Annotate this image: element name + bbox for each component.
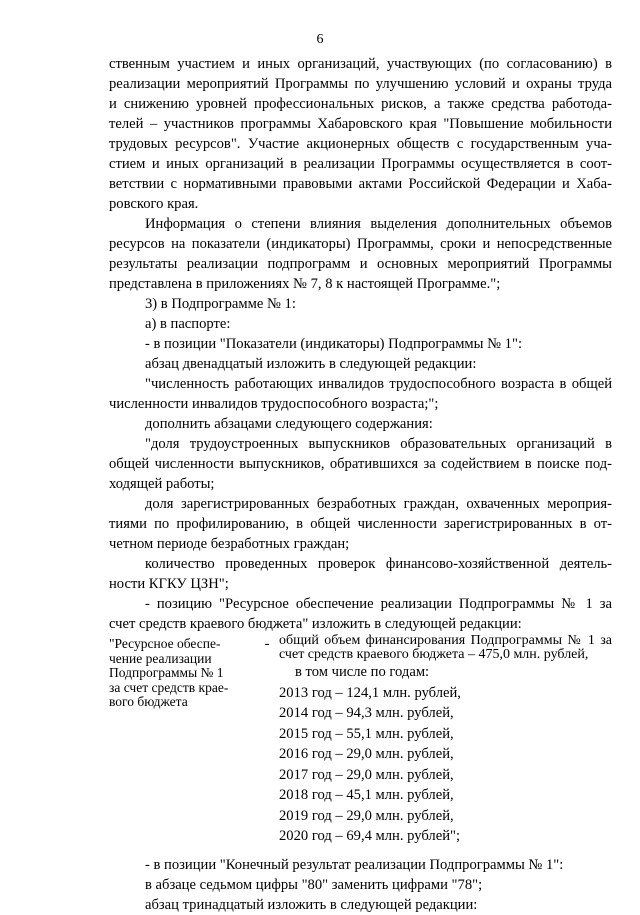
total-line: общий объем финансирования Подпрограммы № 1 за xyxy=(279,633,612,648)
paragraph-line: ственным участием и иных организаций, участвующих (по согласованию) в xyxy=(109,56,612,72)
paragraph-line: а) в паспорте: xyxy=(145,316,231,332)
paragraph-line: телей – участников программы Хабаровского края "Повышение мобильности xyxy=(109,116,612,132)
paragraph-line: абзац двенадцатый изложить в следующей редакции: xyxy=(145,356,477,372)
paragraph-line: - позицию "Ресурсное обеспечение реализации Подпрограммы № 1 за xyxy=(145,596,612,612)
paragraph-line: в абзаце седьмом цифры "80" заменить цифрами "78"; xyxy=(145,876,483,893)
paragraph-line: количество проведенных проверок финансово-хозяйственной деятель- xyxy=(145,556,612,572)
paragraph-line: ровского края. xyxy=(109,196,199,212)
label-line: чение реализации xyxy=(109,650,212,666)
paragraph-line: Информация о степени влияния выделения дополнительных объемов xyxy=(145,216,612,232)
paragraph-line: реализации мероприятий Программы по улучшению условий и охраны труда xyxy=(109,76,612,92)
paragraph-line: ветствии с нормативными правовыми актами Российской Федерации и Хаба- xyxy=(109,176,612,192)
including-line: в том числе по годам: xyxy=(295,664,430,680)
paragraph-line: абзац тринадцатый изложить в следующей редакции: xyxy=(145,896,478,913)
paragraph-line: дополнить абзацами следующего содержания: xyxy=(145,416,433,432)
paragraph-line: "доля трудоустроенных выпускников образовательных организаций в xyxy=(145,436,612,452)
paragraph-line: тиями по профилированию, в общей численности зарегистрированных в от- xyxy=(109,516,612,532)
paragraph-line: "численность работающих инвалидов трудоспособного возраста в общей xyxy=(145,376,612,392)
paragraph-line: общей численности выпускников, обратившихся за содействием в поиске под- xyxy=(109,456,612,472)
years-list xyxy=(275,662,612,847)
year-row: 2015 год – 55,1 млн. рублей, xyxy=(279,725,454,742)
year-row: 2013 год – 124,1 млн. рублей, xyxy=(279,684,461,701)
paragraph-line: ресурсов на показатели (индикаторы) Программы, сроки и непосредственные xyxy=(109,236,612,252)
paragraph-line: и снижению уровней профессиональных рисков, а также средства работода- xyxy=(109,96,612,112)
paragraph-line: 3) в Подпрограмме № 1: xyxy=(145,296,296,312)
paragraph-line: - в позиции "Показатели (индикаторы) Подпрограммы № 1": xyxy=(145,336,522,352)
document-body xyxy=(109,54,612,915)
resource-table-label xyxy=(109,634,259,847)
year-row: 2016 год – 29,0 млн. рублей, xyxy=(279,746,454,762)
label-line: вого бюджета xyxy=(109,694,188,709)
page-number: 6 xyxy=(316,32,324,47)
resource-table xyxy=(109,634,612,847)
paragraph-line: счет средств краевого бюджета" изложить в следующей редакции: xyxy=(109,616,522,632)
paragraph-line: - в позиции "Конечный результат реализации Подпрограммы № 1": xyxy=(145,856,564,873)
year-row: 2018 год – 45,1 млн. рублей, xyxy=(279,787,454,803)
paragraph-line: трудовых ресурсов". Участие акционерных обществ с государственным уча- xyxy=(109,136,612,152)
label-line: Подпрограммы № 1 xyxy=(109,665,224,680)
year-row: 2020 год – 69,4 млн. рублей"; xyxy=(279,828,461,844)
label-line: за счет средств крае- xyxy=(109,679,229,695)
paragraph-line: ходящей работы; xyxy=(109,476,215,492)
paragraph-line: четном периоде безработных граждан; xyxy=(109,536,350,552)
resource-table-dash: - xyxy=(264,636,270,652)
paragraph-line: результаты реализации подпрограмм и основных мероприятий Программы xyxy=(109,256,612,272)
paragraph-line: представлена в приложениях № 7, 8 к настоящей Программе."; xyxy=(109,276,501,292)
total-line: счет средств краевого бюджета – 475,0 млн. рублей, xyxy=(279,647,589,662)
paragraph-line: ности КГКУ ЦЗН"; xyxy=(109,576,229,592)
paragraph-line: численности инвалидов трудоспособного возраста;"; xyxy=(109,396,439,412)
year-row: 2019 год – 29,0 млн. рублей, xyxy=(279,807,454,824)
closing-block xyxy=(109,855,612,915)
paragraph-line: доля зарегистрированных безработных граждан, охваченных мероприя- xyxy=(145,496,612,512)
label-line: "Ресурсное обеспе- xyxy=(109,636,221,651)
resource-table-content xyxy=(275,634,612,847)
year-row: 2014 год – 94,3 млн. рублей, xyxy=(279,705,454,721)
year-row: 2017 год – 29,0 млн. рублей, xyxy=(279,766,454,783)
paragraph-line: стием и иных организаций в реализации Программы осуществляется в соот- xyxy=(109,156,612,172)
